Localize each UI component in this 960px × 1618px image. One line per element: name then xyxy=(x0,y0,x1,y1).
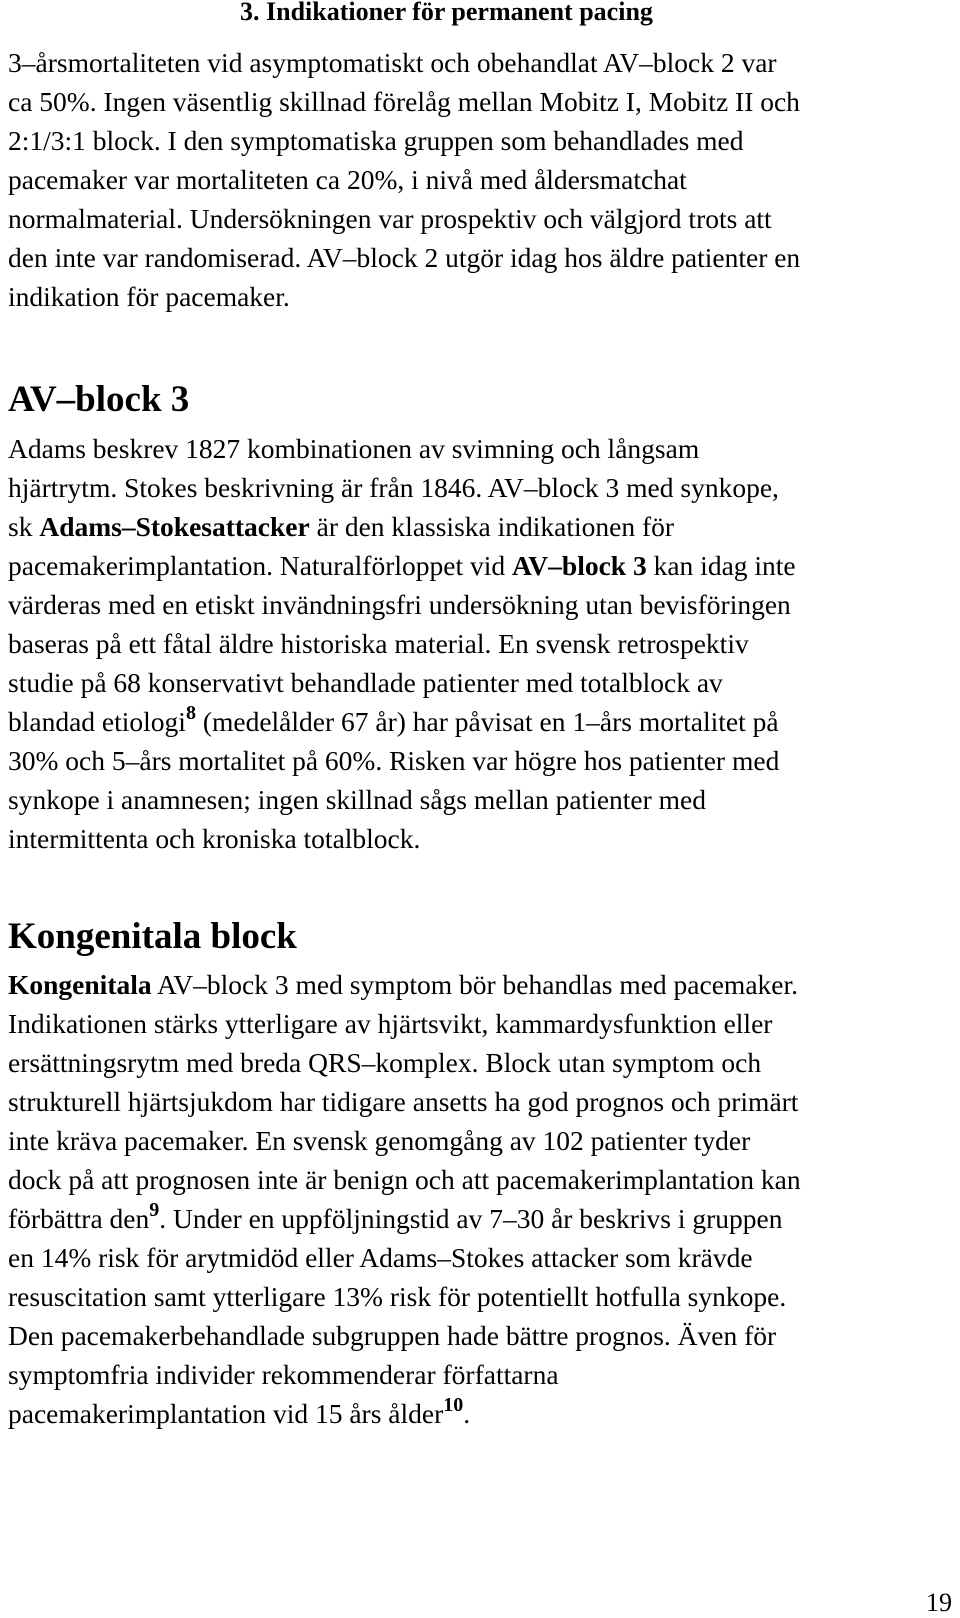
intro-line: 2:1/3:1 block. I den symptomatiska gruppen som behandlades med xyxy=(8,125,744,156)
section-heading-kongenitala-block: Kongenitala block xyxy=(8,916,297,957)
section-heading-av-block-3: AV–block 3 xyxy=(8,379,190,420)
intro-line: den inte var randomiserad. AV–block 2 utgör idag hos äldre patienter en xyxy=(8,242,801,273)
intro-line: indikation för pacemaker. xyxy=(8,281,290,312)
paragraph-line: synkope i anamnesen; ingen skillnad sågs mellan patienter med xyxy=(8,784,707,815)
intro-paragraph xyxy=(8,43,948,316)
paragraph-line: pacemakerimplantation vid 15 års ålder$^{10}$. xyxy=(8,1394,471,1429)
intro-line: 3–årsmortaliteten vid asymptomatiskt och obehandlat AV–block 2 var xyxy=(8,47,777,78)
intro-line: pacemaker var mortaliteten ca 20%, i nivå med åldersmatchat xyxy=(8,164,687,195)
intro-line: ca 50%. Ingen väsentlig skillnad förelåg mellan Mobitz I, Mobitz II och xyxy=(8,86,800,117)
paragraph-line: förbättra den$^9$. Under en uppföljningstid av 7–30 år beskrivs i gruppen xyxy=(8,1199,783,1234)
av-block-3-term: AV–block 3 xyxy=(511,550,647,581)
paragraph-line: inte kräva pacemaker. En svensk genomgång av 102 patienter tyder xyxy=(8,1125,751,1156)
paragraph-line: symptomfria individer rekommenderar författarna xyxy=(8,1359,559,1390)
adams-stokes-term: Adams–Stokesattacker xyxy=(39,511,310,542)
kongenitala-paragraph xyxy=(8,965,948,1433)
page-number: 19 xyxy=(926,1588,952,1617)
paragraph-line: Indikationen stärks ytterligare av hjärtsvikt, kammardysfunktion eller xyxy=(8,1008,773,1039)
chapter-heading: 3. Indikationer för permanent pacing xyxy=(240,0,653,26)
paragraph-line: en 14% risk för arytmidöd eller Adams–Stokes attacker som krävde xyxy=(8,1242,753,1273)
reference-superscript: 8 xyxy=(185,702,196,724)
intro-line: normalmaterial. Undersökningen var prospektiv och välgjord trots att xyxy=(8,203,772,234)
paragraph-line: sk Adams–Stokesattacker är den klassiska indikationen för xyxy=(8,511,675,542)
paragraph-line: ersättningsrytm med breda QRS–komplex. Block utan symptom och xyxy=(8,1047,762,1078)
paragraph-line: Kongenitala AV–block 3 med symptom bör behandlas med pacemaker. xyxy=(8,969,798,1000)
paragraph-line: Adams beskrev 1827 kombinationen av svimning och långsam xyxy=(8,433,700,464)
av-block-3-paragraph xyxy=(8,429,948,858)
paragraph-line: baseras på ett fåtal äldre historiska material. En svensk retrospektiv xyxy=(8,628,749,659)
paragraph-line: intermittenta och kroniska totalblock. xyxy=(8,823,421,854)
paragraph-line: värderas med en etiskt invändningsfri undersökning utan bevisföringen xyxy=(8,589,791,620)
paragraph-line: dock på att prognosen inte är benign och att pacemakerimplantation kan xyxy=(8,1164,801,1195)
paragraph-line: hjärtrytm. Stokes beskrivning är från 1846. AV–block 3 med synkope, xyxy=(8,472,779,503)
paragraph-line: strukturell hjärtsjukdom har tidigare ansetts ha god prognos och primärt xyxy=(8,1086,799,1117)
kongenitala-term: Kongenitala xyxy=(8,969,152,1000)
paragraph-line: resuscitation samt ytterligare 13% risk för potentiellt hotfulla synkope. xyxy=(8,1281,787,1312)
paragraph-line: studie på 68 konservativt behandlade patienter med totalblock av xyxy=(8,667,723,698)
paragraph-line: pacemakerimplantation. Naturalförloppet vid AV–block 3 kan idag inte xyxy=(8,550,796,581)
paragraph-line: blandad etiologi$^8$ (medelålder 67 år) har påvisat en 1–års mortalitet på xyxy=(8,702,779,737)
reference-superscript: 9 xyxy=(149,1199,160,1221)
reference-superscript: 10 xyxy=(443,1394,464,1416)
paragraph-line: 30% och 5–års mortalitet på 60%. Risken var högre hos patienter med xyxy=(8,745,780,776)
paragraph-line: Den pacemakerbehandlade subgruppen hade bättre prognos. Även för xyxy=(8,1320,777,1351)
